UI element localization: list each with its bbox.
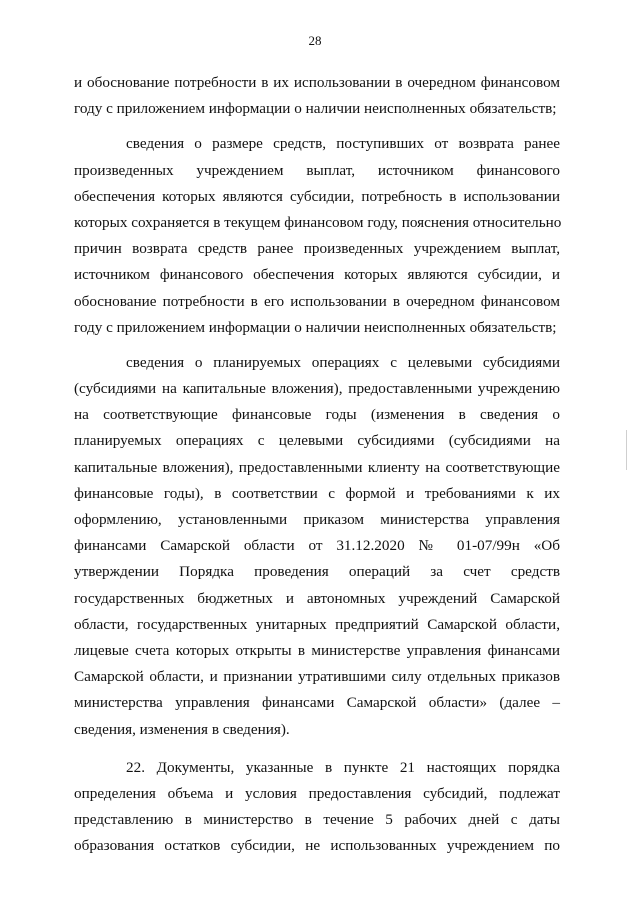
- text-line: финансовые годы), в соответствии с формой и требованиями к их: [74, 484, 560, 502]
- text-line: году с приложением информации о наличии неисполненных обязательств;: [74, 100, 557, 118]
- paragraph-continuation: [74, 70, 560, 122]
- text-line: которых сохраняется в текущем финансовом году, пояснения относительно: [74, 213, 562, 231]
- text-line: министерства управления финансами Самарской области» (далее –: [74, 694, 560, 712]
- text-line: источником финансового обеспечения которых являются субсидии, и: [74, 266, 560, 284]
- text-line: произведенных учреждением выплат, источником финансового: [74, 161, 560, 179]
- scan-edge-mark: [626, 430, 627, 470]
- text-line: образования остатков субсидии, не использованных учреждением по: [74, 837, 560, 855]
- text-line: на соответствующие финансовые годы (изменения в сведения о: [74, 406, 560, 424]
- text-line: лицевые счета которых открыты в министерстве управления финансами: [74, 641, 560, 659]
- text-line: сведения о планируемых операциях с целевыми субсидиями: [126, 353, 560, 371]
- text-line: утверждении Порядка проведения операций за счет средств: [74, 563, 560, 581]
- text-line: обеспечения которых являются субсидии, потребность в использовании: [74, 187, 560, 205]
- text-line: (субсидиями на капитальные вложения), предоставленными учреждению: [74, 380, 560, 398]
- text-line: определения объема и условия предоставления субсидий, подлежат: [74, 784, 560, 802]
- text-line: сведения, изменения в сведения).: [74, 720, 290, 738]
- text-line: оформлению, установленными приказом министерства управления: [74, 511, 560, 528]
- text-line: году с приложением информации о наличии неисполненных обязательств;: [74, 318, 557, 336]
- text-line: представлению в министерство в течение 5 рабочих дней с даты: [74, 811, 560, 829]
- text-line: Самарской области, и признании утратившими силу отдельных приказов: [74, 668, 560, 686]
- text-line: и обоснование потребности в их использовании в очередном финансовом: [74, 74, 560, 91]
- text-line: государственных бюджетных и автономных учреждений Самарской: [74, 589, 560, 607]
- text-line: капитальные вложения), предоставленными клиенту на соответствующие: [74, 458, 560, 476]
- document-body: [74, 70, 560, 859]
- page-number: 28: [308, 33, 322, 48]
- text-line: 22. Документы, указанные в пункте 21 настоящих порядка: [126, 758, 560, 776]
- text-line: обоснование потребности в его использовании в очередном финансовом: [74, 292, 560, 310]
- text-line: планируемых операциях с целевыми субсидиями (субсидиями на: [74, 432, 560, 450]
- text-line: сведения о размере средств, поступивших от возврата ранее: [126, 135, 560, 153]
- text-line: финансами Самарской области от 31.12.2020 № 01-07/99н «Об: [74, 537, 560, 555]
- paragraph-planned-operations: [74, 350, 560, 743]
- text-line: причин возврата средств ранее произведенных учреждением выплат,: [74, 240, 560, 258]
- paragraph-item-22: [74, 755, 560, 860]
- text-line: области, государственных унитарных предприятий Самарской области,: [74, 615, 560, 633]
- paragraph-refund-info: [74, 131, 560, 341]
